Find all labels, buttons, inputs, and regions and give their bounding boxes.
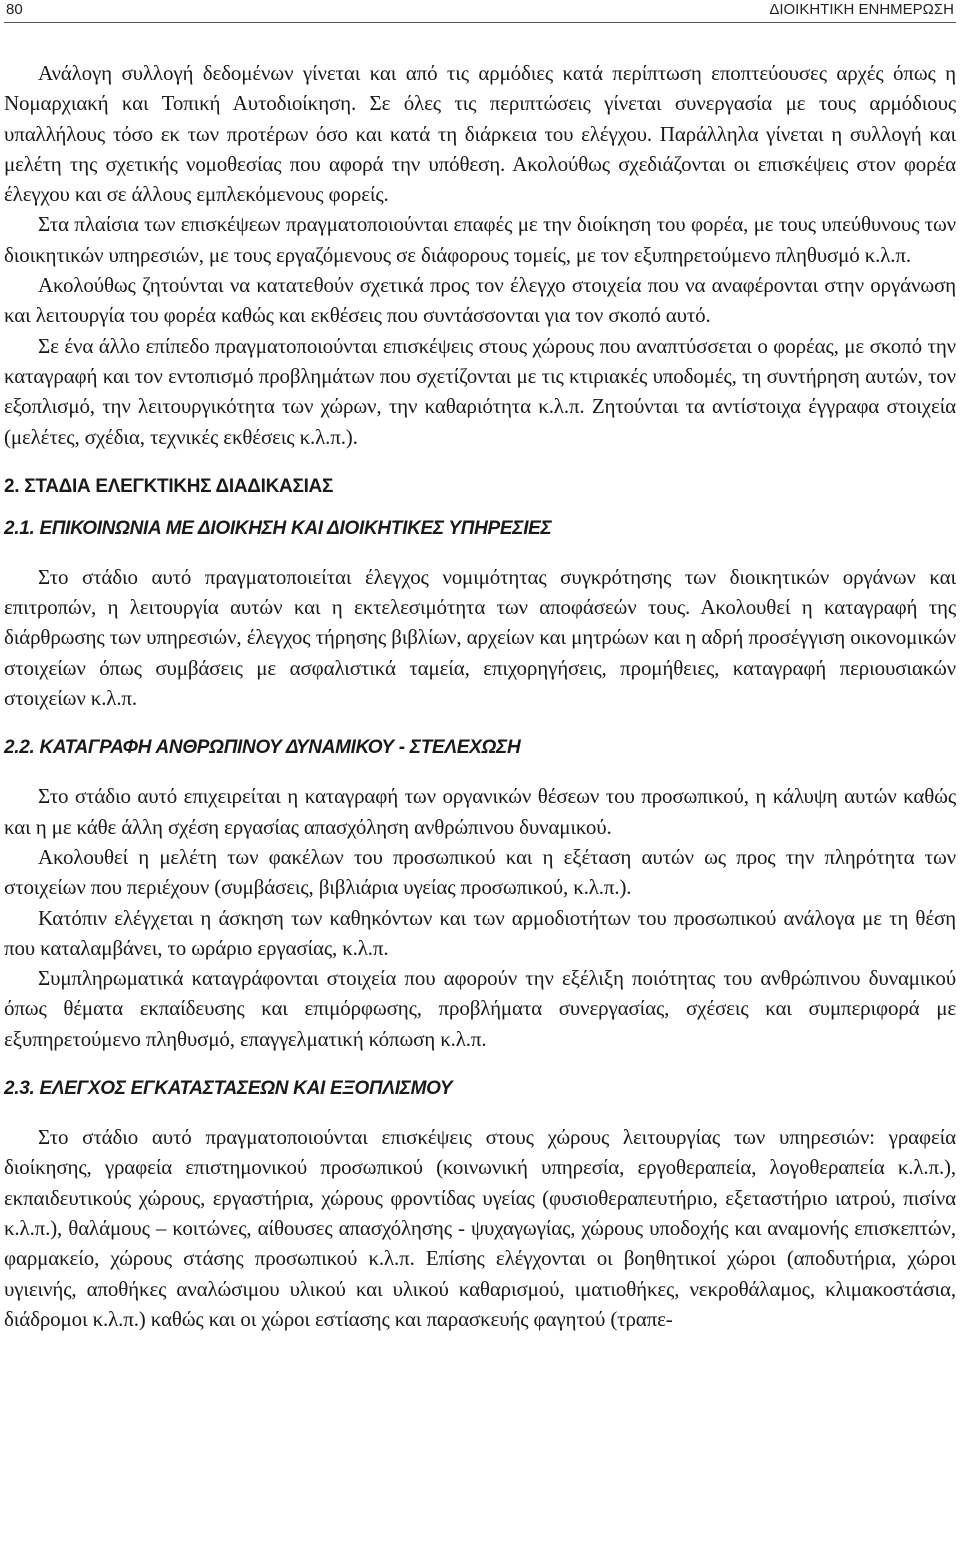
page-header <box>4 0 956 23</box>
section-2-1-paragraph-1: Στο στάδιο αυτό πραγματοποιείται έλεγχος νομιμότητας συγκρότησης των διοικητικών οργάνων και επιτροπών, η λειτουργία αυτών και η εκτελεσιμότητα των αποφάσεών τους. Ακολουθεί η καταγραφή της διάρθρωσης των υπηρεσιών, έλεγχος τήρησης βιβλίων, αρχείων και μητρώων και η αδρή προσέγγιση οικονομικών στοιχείων όπως συμβάσεις με ασφαλιστικά ταμεία, επιχορηγήσεις, προμήθειες, καταγραφή περιουσιακών στοιχείων κ.λ.π. <box>4 564 956 711</box>
section-2-2-paragraph-1: Στο στάδιο αυτό επιχειρείται η καταγραφή των οργανικών θέσεων του προσωπικού, η κάλυψη αυτών καθώς και η με κάθε άλλη σχέση εργασίας απασχόληση ανθρώπινου δυναμικού. <box>4 784 956 839</box>
intro-paragraph-1: Ανάλογη συλλογή δεδομένων γίνεται και από τις αρμόδιες κατά περίπτωση εποπτεύουσες αρχές όπως η Νομαρχιακή και Τοπική Αυτοδιοίκηση. Σε όλες τις περιπτώσεις γίνεται συνεργασία με τους αρμόδιους υπαλλήλους τόσο εκ των προτέρων όσο και κατά τη διάρκεια του ελέγχου. Παράλληλα γίνεται η συλλογή και μελέτη της σχετικής νομοθεσίας που αφορά την υπόθεση. Ακολούθως σχεδιάζονται οι επισκέψεις στον φορέα έλεγχου και σε άλλους εμπλεκόμενους φορείς. <box>4 61 956 207</box>
section-2-1-heading: 2.1. ΕΠΙΚΟΙΝΩΝΙΑ ΜΕ ΔΙΟΙΚΗΣΗ ΚΑΙ ΔΙΟΙΚΗΤΙΚΕΣ ΥΠΗΡΕΣΙΕΣ <box>4 517 552 539</box>
document-body <box>4 58 956 1334</box>
running-title: ΔΙΟΙΚΗΤΙΚΗ ΕΝΗΜΕΡΩΣΗ <box>769 1 954 18</box>
section-2-2-heading: 2.2. ΚΑΤΑΓΡΑΦΗ ΑΝΘΡΩΠΙΝΟΥ ΔΥΝΑΜΙΚΟΥ - ΣΤΕΛΕΧΩΣΗ <box>4 737 521 759</box>
section-2-2-paragraph-4: Συμπληρωματικά καταγράφονται στοιχεία που αφορούν την εξέλιξη ποιότητας του ανθρώπινου δυναμικού όπως θέματα εκπαίδευσης και επιμόρφωσης, προβλήματα συνεργασίας, σχέσεις και συμπεριφορά με εξυπηρετούμενο πληθυσμό, επαγγελματική κόπωση κ.λ.π. <box>4 966 956 1051</box>
section-2-3-paragraph-1: Στο στάδιο αυτό πραγματοποιούνται επισκέψεις στους χώρους λειτουργίας των υπηρεσιών: γραφεία διοίκησης, γραφεία επιστημονικού προσωπικού (κοινωνική υπηρεσία, εργοθεραπεία, λογοθεραπεία κ.λ.π.), εκπαιδευτικούς χώρους, εργαστήρια, χώρους φροντίδας υγείας (φυσιοθεραπευτήριο, εξεταστήριο ιατρού, πισίνα κ.λ.π.), θαλάμους – κοιτώνες, αίθουσες απασχόλησης - ψυχαγωγίας, χώρους υποδοχής και αναμονής επισκεπτών, φαρμακείο, χώρους στάσης προσωπικού κ.λ.π. Επίσης ελέγχονται οι βοηθητικοί χώροι (αποδυτήρια, χώροι υγιεινής, αποθήκες αναλώσιμου υλικού και υλικού καθαρισμού, ιματιοθήκες, νεκροθάλαμος, κλιμακοστάσια, διάδρομοι κ.λ.π.) καθώς και οι χώροι εστίασης και παρασκευής φαγητού (τραπε- <box>4 1125 956 1331</box>
intro-paragraph-2: Στα πλαίσια των επισκέψεων πραγματοποιούνται επαφές με την διοίκηση του φορέα, με τους υπεύθυνους των διοικητικών υπηρεσιών, με τους εργαζόμενους σε διάφορους τομείς, με τον εξυπηρετούμενο πληθυσμό κ.λ.π. <box>4 212 956 267</box>
page-number: 80 <box>6 1 23 18</box>
section-2-heading: 2. ΣΤΑΔΙΑ ΕΛΕΓΚΤΙΚΗΣ ΔΙΑΔΙΚΑΣΙΑΣ <box>4 475 334 497</box>
intro-paragraph-4: Σε ένα άλλο επίπεδο πραγματοποιούνται επισκέψεις στους χώρους που αναπτύσσεται ο φορέας, με σκοπό την καταγραφή και τον εντοπισμό προβλημάτων που σχετίζονται με τις κτιριακές υποδομές, τη συντήρηση αυτών, τον εξοπλισμό, την λειτουργικότητα των χώρων, την καθαριότητα κ.λ.π. Ζητούνται τα αντίστοιχα έγγραφα στοιχεία (μελέτες, σχέδια, τεχνικές εκθέσεις κ.λ.π.). <box>4 333 956 449</box>
section-2-2-paragraph-3: Κατόπιν ελέγχεται η άσκηση των καθηκόντων και των αρμοδιοτήτων του προσωπικού ανάλογα με τη θέση που καταλαμβάνει, το ωράριο εργασίας, κ.λ.π. <box>4 905 956 960</box>
intro-paragraph-3: Ακολούθως ζητούνται να κατατεθούν σχετικά προς τον έλεγχο στοιχεία που να αναφέρονται στην οργάνωση και λειτουργία του φορέα καθώς και εκθέσεις που συντάσσονται για τον σκοπό αυτό. <box>4 273 956 328</box>
section-2-3-heading: 2.3. ΕΛΕΓΧΟΣ ΕΓΚΑΤΑΣΤΑΣΕΩΝ ΚΑΙ ΕΞΟΠΛΙΣΜΟΥ <box>4 1078 453 1100</box>
section-2-2-paragraph-2: Ακολουθεί η μελέτη των φακέλων του προσωπικού και η εξέταση αυτών ως προς την πληρότητα των στοιχείων που περιέχουν (συμβάσεις, βιβλιάρια υγείας προσωπικού, κ.λ.π.). <box>4 844 956 900</box>
